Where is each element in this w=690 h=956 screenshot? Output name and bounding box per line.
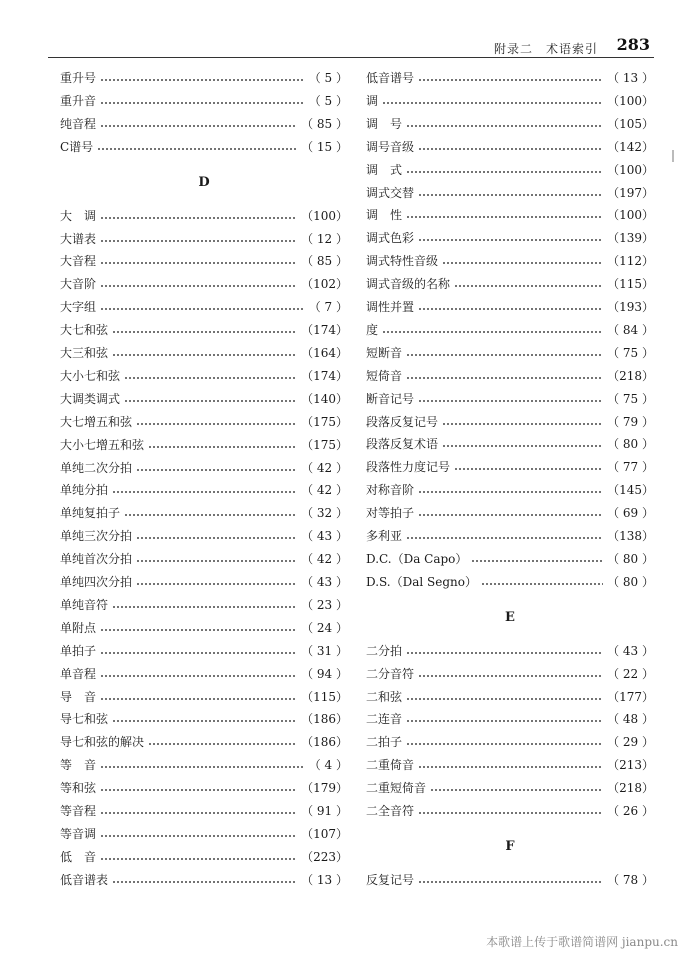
index-entry <box>366 251 654 271</box>
index-term: D.C.（Da Capo） <box>366 551 468 566</box>
index-entry <box>366 205 654 225</box>
dot-leader <box>406 743 603 745</box>
index-entry <box>366 778 654 798</box>
index-page-ref: （ 91 ） <box>301 804 348 818</box>
dot-leader <box>100 629 297 631</box>
index-page-ref: （ 7 ） <box>308 300 348 315</box>
index-page-ref: （ 85 ） <box>301 116 348 131</box>
dot-leader <box>100 858 297 860</box>
dot-leader <box>112 720 297 722</box>
index-entry <box>366 732 654 752</box>
index-term: 调性并置 <box>366 300 415 314</box>
index-term: 调式音级的名称 <box>366 277 451 292</box>
index-entry <box>60 320 348 340</box>
index-term: 二分拍 <box>366 643 403 658</box>
dot-leader <box>100 102 305 104</box>
dot-leader <box>148 743 297 745</box>
index-entry <box>60 412 348 432</box>
index-term: C谱号 <box>60 139 94 154</box>
index-page-ref: （ 84 ） <box>607 322 654 337</box>
index-term: 调 <box>366 93 379 108</box>
index-term: 调 号 <box>366 116 403 131</box>
index-entry <box>366 549 654 569</box>
dot-leader <box>100 262 297 264</box>
index-entry <box>366 68 654 88</box>
index-term: 单纯首次分拍 <box>60 552 133 567</box>
index-page-ref: （ 5 ） <box>308 93 348 108</box>
index-entry <box>60 732 348 752</box>
dot-leader <box>100 125 297 127</box>
dot-leader <box>382 102 603 104</box>
dot-leader <box>454 285 603 287</box>
index-entry <box>60 778 348 798</box>
index-term: 反复记号 <box>366 872 415 887</box>
dot-leader <box>112 491 297 493</box>
index-page-ref: （ 42 ） <box>301 552 348 567</box>
dot-leader <box>442 445 603 447</box>
index-entry <box>60 435 348 455</box>
index-entry <box>366 183 654 203</box>
dot-leader <box>100 79 305 81</box>
index-entry <box>60 549 348 569</box>
index-term: 调式特性音级 <box>366 254 439 269</box>
index-term: 大谱表 <box>60 231 97 246</box>
index-entry <box>60 824 348 844</box>
index-page-ref: （139） <box>607 231 654 246</box>
index-entry <box>366 480 654 500</box>
index-entry <box>60 847 348 867</box>
index-term: 短断音 <box>366 345 403 360</box>
dot-leader <box>100 835 297 837</box>
index-page-ref: （223） <box>301 849 348 864</box>
index-page-ref: （ 80 ） <box>607 574 654 589</box>
index-entry <box>366 114 654 134</box>
index-page-ref: （ 32 ） <box>301 506 348 521</box>
index-term: 单纯音符 <box>60 597 109 612</box>
index-term: D.S.（Dal Segno） <box>366 574 478 589</box>
index-entry <box>60 709 348 729</box>
index-page-ref: （ 69 ） <box>607 506 654 521</box>
index-term: 低音谱号 <box>366 71 415 85</box>
index-term: 大小七和弦 <box>60 368 121 383</box>
index-page-ref: （ 5 ） <box>308 71 348 85</box>
dot-leader <box>148 446 297 448</box>
index-term: 二分音符 <box>366 666 415 681</box>
index-term: 段落反复记号 <box>366 414 439 429</box>
dot-leader <box>136 537 297 539</box>
index-entry <box>60 297 348 317</box>
dot-leader <box>471 560 603 562</box>
index-term: 大调类调式 <box>60 391 121 406</box>
index-page-ref: （ 79 ） <box>607 414 654 429</box>
index-entry <box>366 434 654 454</box>
dot-leader <box>100 285 297 287</box>
dot-leader <box>418 239 603 241</box>
index-page-ref: （ 85 ） <box>301 254 348 269</box>
index-page-ref: （186） <box>301 712 348 727</box>
page-header <box>0 0 690 60</box>
index-page-ref: （218） <box>607 781 654 796</box>
index-term: 度 <box>366 322 379 337</box>
dot-leader <box>112 331 297 333</box>
index-page-ref: （193） <box>607 300 654 314</box>
index-page-ref: （ 80 ） <box>607 551 654 566</box>
index-page-ref: （218） <box>607 368 654 383</box>
index-page-ref: （164） <box>301 346 348 360</box>
index-page-ref: （ 13 ） <box>301 872 348 887</box>
dot-leader <box>406 537 603 539</box>
index-page-ref: （100） <box>607 162 654 177</box>
index-term: 重升号 <box>60 71 97 85</box>
dot-leader <box>406 720 603 722</box>
index-term: 调式色彩 <box>366 231 415 246</box>
dot-leader <box>406 354 603 356</box>
index-term: 多利亚 <box>366 529 403 543</box>
dot-leader <box>100 675 297 677</box>
dot-leader <box>418 194 603 196</box>
index-page-ref: （140） <box>301 391 348 406</box>
index-term: 单音程 <box>60 666 97 681</box>
index-entry <box>60 366 348 386</box>
index-term: 导七和弦的解决 <box>60 735 145 750</box>
dot-leader <box>418 308 603 310</box>
index-entry <box>60 206 348 226</box>
dot-leader <box>406 216 603 218</box>
dot-leader <box>136 560 297 562</box>
index-term: 大音阶 <box>60 277 97 292</box>
index-entry <box>60 343 348 363</box>
index-page-ref: （ 4 ） <box>308 758 348 773</box>
section-letter: D <box>198 174 210 190</box>
index-term: 单纯二次分拍 <box>60 460 133 475</box>
index-entry <box>366 412 654 432</box>
index-entry <box>60 480 348 500</box>
index-entry <box>60 114 348 134</box>
dot-leader <box>124 400 297 402</box>
index-page-ref: （179） <box>301 781 348 796</box>
index-page-ref: （ 26 ） <box>607 804 654 818</box>
dot-leader <box>136 583 297 585</box>
index-entry <box>60 274 348 294</box>
index-page-ref: （ 78 ） <box>607 872 654 887</box>
index-entry <box>60 458 348 478</box>
index-term: 二重倚音 <box>366 758 415 773</box>
index-term: 二连音 <box>366 712 403 727</box>
section-letter: E <box>505 609 515 625</box>
index-term: 断音记号 <box>366 391 415 406</box>
index-page-ref: （213） <box>607 758 654 773</box>
index-entry <box>366 687 654 707</box>
index-term: 重升音 <box>60 93 97 108</box>
index-entry <box>60 389 348 409</box>
index-entry <box>366 366 654 386</box>
dot-leader <box>418 79 603 81</box>
index-entry <box>366 709 654 729</box>
index-page-ref: （100） <box>607 93 654 108</box>
index-entry <box>60 870 348 890</box>
index-term: 大七和弦 <box>60 323 109 338</box>
dot-leader <box>442 423 603 425</box>
dot-leader <box>100 766 305 768</box>
dot-leader <box>406 171 603 173</box>
index-term: 调 性 <box>366 208 403 223</box>
index-entry <box>60 664 348 684</box>
index-term: 等音调 <box>60 826 97 841</box>
index-page-ref: （ 94 ） <box>301 666 348 681</box>
dot-leader <box>430 789 603 791</box>
running-title: 附录二 术语索引 <box>493 42 598 56</box>
dot-leader <box>418 148 603 150</box>
index-term: 调式交替 <box>366 185 415 200</box>
index-term: 大 调 <box>60 208 97 223</box>
dot-leader <box>454 468 603 470</box>
index-page-ref: （174） <box>301 323 348 338</box>
index-term: 短倚音 <box>366 368 403 383</box>
dot-leader <box>97 148 297 150</box>
index-page-ref: （ 43 ） <box>607 643 654 658</box>
dot-leader <box>418 812 603 814</box>
dot-leader <box>418 675 603 677</box>
index-page-ref: （ 23 ） <box>301 597 348 612</box>
index-page-ref: （102） <box>301 277 348 292</box>
dot-leader <box>136 423 297 425</box>
index-term: 大三和弦 <box>60 346 109 360</box>
index-page-ref: （105） <box>607 116 654 131</box>
dot-leader <box>124 514 297 516</box>
index-entry <box>60 137 348 157</box>
index-entry <box>366 91 654 111</box>
dot-leader <box>100 308 305 310</box>
index-entry <box>366 641 654 661</box>
index-term: 单附点 <box>60 620 97 635</box>
dot-leader <box>406 652 603 654</box>
index-page-ref: （142） <box>607 139 654 154</box>
dot-leader <box>112 881 297 883</box>
index-entry <box>366 801 654 821</box>
index-page-ref: （ 43 ） <box>301 575 348 589</box>
index-entry <box>60 755 348 775</box>
index-term: 纯音程 <box>60 116 97 131</box>
index-page-ref: （ 15 ） <box>301 139 348 154</box>
dot-leader <box>100 698 297 700</box>
index-term: 单纯四次分拍 <box>60 575 133 589</box>
index-term: 段落性力度记号 <box>366 460 451 475</box>
dot-leader <box>418 491 603 493</box>
index-term: 单纯复拍子 <box>60 506 121 521</box>
index-entry <box>60 595 348 615</box>
dot-leader <box>382 331 603 333</box>
dot-leader <box>100 652 297 654</box>
index-page-ref: （145） <box>607 483 654 498</box>
index-entry <box>366 526 654 546</box>
index-term: 二重短倚音 <box>366 781 427 796</box>
index-entry <box>60 526 348 546</box>
index-term: 等音程 <box>60 804 97 818</box>
index-term: 二全音符 <box>366 804 415 818</box>
index-page-ref: （175） <box>301 437 348 452</box>
index-page-ref: （ 29 ） <box>607 735 654 750</box>
index-entry <box>366 297 654 317</box>
index-term: 对等拍子 <box>366 506 415 521</box>
index-term: 低音谱表 <box>60 872 109 887</box>
index-term: 等 音 <box>60 758 97 773</box>
index-page-ref: （112） <box>607 254 654 269</box>
index-page-ref: （ 80 ） <box>607 437 654 452</box>
index-page-ref: （100） <box>607 208 654 223</box>
index-entry <box>366 343 654 363</box>
dot-leader <box>406 698 603 700</box>
dot-leader <box>100 812 297 814</box>
index-page-ref: （ 22 ） <box>607 666 654 681</box>
index-entry <box>366 870 654 890</box>
index-entry <box>366 755 654 775</box>
index-entry <box>60 251 348 271</box>
dot-leader <box>418 514 603 516</box>
index-entry <box>366 503 654 523</box>
index-entry <box>60 572 348 592</box>
page-number: 283 <box>616 35 650 54</box>
index-page-ref: （ 24 ） <box>301 620 348 635</box>
index-term: 单拍子 <box>60 643 97 658</box>
margin-mark <box>672 150 674 162</box>
index-term: 单纯分拍 <box>60 483 109 498</box>
index-page-ref: （ 75 ） <box>607 345 654 360</box>
dot-leader <box>442 262 603 264</box>
index-entry <box>366 160 654 180</box>
index-page-ref: （107） <box>301 826 348 841</box>
dot-leader <box>124 377 297 379</box>
index-term: 大小七增五和弦 <box>60 437 145 452</box>
index-page-ref: （186） <box>301 735 348 750</box>
dot-leader <box>481 583 603 585</box>
index-entry <box>60 229 348 249</box>
index-entry <box>60 801 348 821</box>
dot-leader <box>406 377 603 379</box>
index-entry <box>366 664 654 684</box>
index-page-ref: （ 48 ） <box>607 712 654 727</box>
index-page-ref: （138） <box>607 529 654 543</box>
index-page-ref: （115） <box>607 277 654 292</box>
index-page-ref: （ 77 ） <box>607 460 654 475</box>
index-page-ref: （ 42 ） <box>301 483 348 498</box>
watermark: 本歌谱上传于歌谱简谱网 jianpu.cn <box>486 935 678 949</box>
index-entry <box>366 137 654 157</box>
index-term: 二拍子 <box>366 735 403 750</box>
index-term: 调号音级 <box>366 139 415 154</box>
dot-leader <box>100 217 297 219</box>
dot-leader <box>100 240 297 242</box>
index-entry <box>366 320 654 340</box>
index-term: 低 音 <box>60 849 97 864</box>
index-page-ref: （ 31 ） <box>301 643 348 658</box>
index-page-ref: （174） <box>301 368 348 383</box>
index-entry <box>366 228 654 248</box>
index-term: 导 音 <box>60 689 97 704</box>
index-term: 对称音阶 <box>366 483 415 498</box>
index-entry <box>60 641 348 661</box>
index-term: 单纯三次分拍 <box>60 529 133 544</box>
index-page-ref: （ 75 ） <box>607 391 654 406</box>
index-page-ref: （177） <box>607 689 654 704</box>
index-entry <box>60 687 348 707</box>
index-term: 二和弦 <box>366 689 403 704</box>
dot-leader <box>418 400 603 402</box>
dot-leader <box>112 606 297 608</box>
dot-leader <box>406 125 603 127</box>
index-entry <box>366 572 654 592</box>
index-term: 导七和弦 <box>60 712 109 727</box>
index-term: 等和弦 <box>60 781 97 796</box>
index-entry <box>60 91 348 111</box>
index-entry <box>366 457 654 477</box>
index-term: 调 式 <box>366 162 403 177</box>
index-term: 大音程 <box>60 254 97 269</box>
index-page-ref: （ 43 ） <box>301 529 348 544</box>
index-page-ref: （ 13 ） <box>607 71 654 85</box>
index-entry <box>366 274 654 294</box>
index-page-ref: （175） <box>301 414 348 429</box>
index-entry <box>60 618 348 638</box>
index-page-ref: （ 42 ） <box>301 460 348 475</box>
index-page-ref: （115） <box>301 689 348 704</box>
index-entry <box>60 68 348 88</box>
header-rule <box>48 57 654 58</box>
index-page-ref: （ 12 ） <box>301 231 348 246</box>
index-entry <box>366 389 654 409</box>
dot-leader <box>418 766 603 768</box>
index-page-ref: （197） <box>607 185 654 200</box>
index-term: 大七增五和弦 <box>60 414 133 429</box>
index-term: 大字组 <box>60 300 97 315</box>
dot-leader <box>112 354 297 356</box>
section-letter: F <box>505 838 515 854</box>
dot-leader <box>136 469 297 471</box>
index-page-ref: （100） <box>301 208 348 223</box>
index-term: 段落反复术语 <box>366 437 439 452</box>
dot-leader <box>418 881 603 883</box>
index-entry <box>60 503 348 523</box>
dot-leader <box>100 789 297 791</box>
